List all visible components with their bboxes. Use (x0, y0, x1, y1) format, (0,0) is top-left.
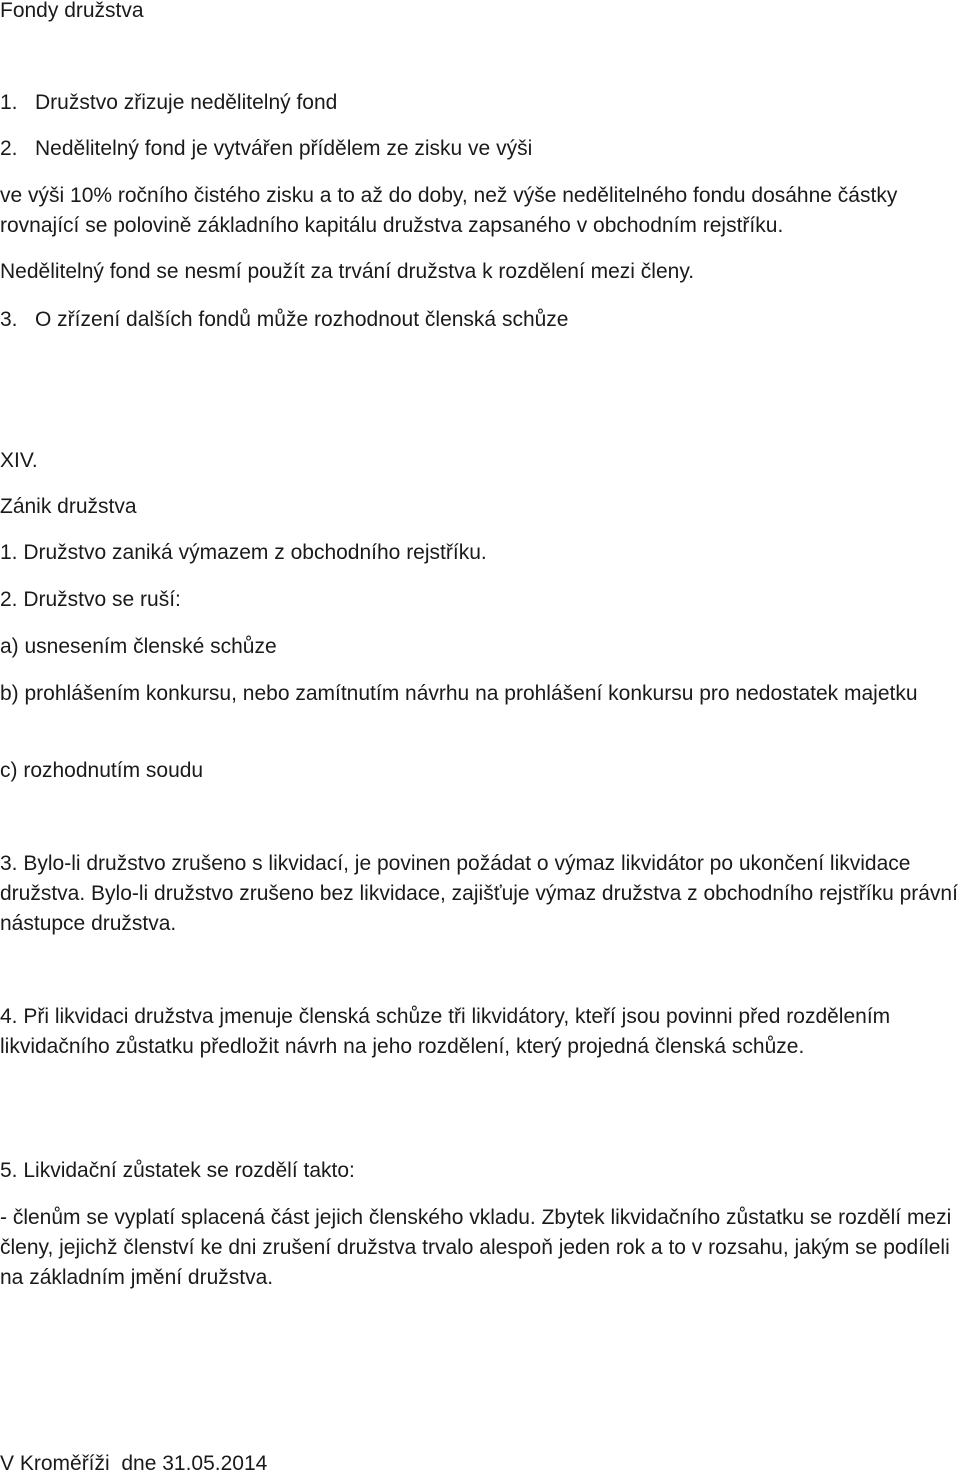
fondy-item-1: 1. Družstvo zřizuje nedělitelný fond (0, 91, 338, 114)
zanik-item-5: 5. Likvidační zůstatek se rozdělí takto: (0, 1159, 355, 1182)
zanik-item-2a: a) usnesením členské schůze (0, 635, 277, 658)
zanik-item-1: 1. Družstvo zaniká výmazem z obchodního rejstříku. (0, 541, 487, 564)
section-title-zanik: Zánik družstva (0, 495, 137, 518)
fondy-item-2: 2. Nedělitelný fond je vytvářen přídělem ze zisku ve výši (0, 137, 533, 160)
footer-place-date: V Kroměříži dne 31.05.2014 (0, 1452, 268, 1475)
zanik-item-5-text: - členům se vyplatí splacená část jejich členského vkladu. Zbytek likvidačního zůstatku se rozdělí mezi členy, jejichž členství ke dni zrušení družstva trvalo alespoň jeden rok a to v rozsahu, jakým se podíleli na základním jmění družstva. (0, 1206, 952, 1289)
zanik-item-4: 4. Při likvidaci družstva jmenuje členská schůze tři likvidátory, kteří jsou povinni před rozdělením likvidačního zůstatku předložit návrh na jeho rozdělení, který projedná členská schůze. (0, 1005, 891, 1058)
fondy-paragraph-nesmi: Nedělitelný fond se nesmí použít za trvání družstva k rozdělení mezi členy. (0, 260, 695, 283)
zanik-item-2b: b) prohlášením konkursu, nebo zamítnutím návrhu na prohlášení konkursu pro nedostatek majetku (0, 682, 918, 705)
fondy-item-3: 3. O zřízení dalších fondů může rozhodnout členská schůze (0, 308, 569, 331)
zanik-item-3: 3. Bylo-li družstvo zrušeno s likvidací, je povinen požádat o výmaz likvidátor po ukončení likvidace družstva. Bylo-li družstvo zrušeno bez likvidace, zajišťuje výmaz družstva z obchodního rejstříku právní nástupce družstva. (0, 852, 958, 935)
zanik-item-2c: c) rozhodnutím soudu (0, 759, 204, 782)
fondy-paragraph-10pct: ve výši 10% ročního čistého zisku a to až do doby, než výše nedělitelného fondu dosáhne částky rovnající se polovině základního kapitálu družstva zapsaného v obchodním rejstříku. (0, 184, 898, 237)
section-title-fondy: Fondy družstva (0, 0, 144, 22)
section-number-xiv: XIV. (0, 449, 38, 472)
zanik-item-2: 2. Družstvo se ruší: (0, 588, 181, 611)
